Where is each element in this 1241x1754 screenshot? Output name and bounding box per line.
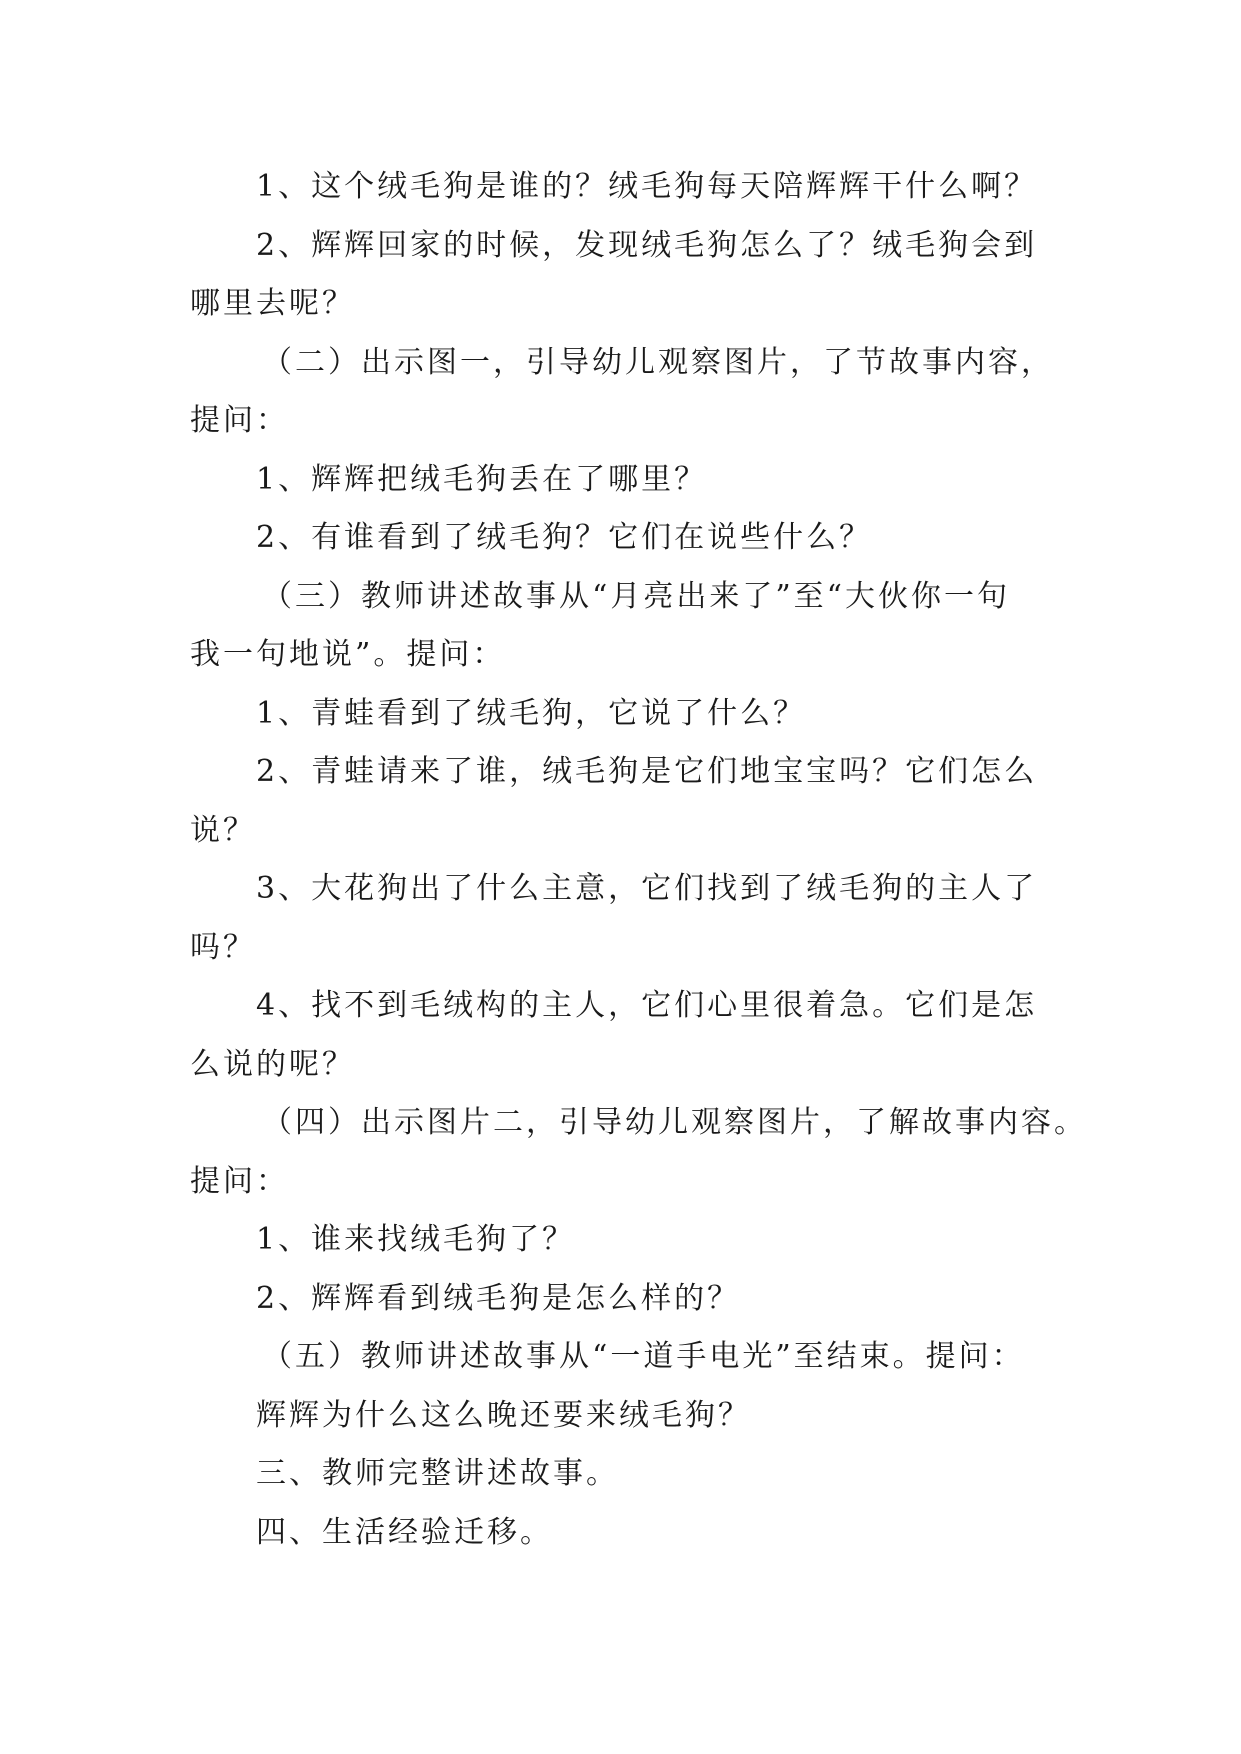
question-line: 2、辉辉看到绒毛狗是怎么样的？ bbox=[256, 1280, 741, 1316]
continuation-line: 提问： bbox=[190, 403, 289, 438]
continuation-line: 说？ bbox=[190, 812, 256, 848]
question-line: 1、青蛙看到了绒毛狗，它说了什么？ bbox=[256, 695, 807, 731]
continuation-line: 么说的呢？ bbox=[190, 1046, 355, 1082]
question-line: 2、青蛙请来了谁，绒毛狗是它们地宝宝吗？它们怎么 bbox=[256, 754, 1038, 789]
step-heading: 四、生活经验迁移。 bbox=[256, 1514, 553, 1550]
question-line: 3、大花狗出了什么主意，它们找到了绒毛狗的主人了 bbox=[256, 871, 1038, 906]
question-line: 2、有谁看到了绒毛狗？它们在说些什么？ bbox=[256, 520, 873, 555]
question-line: 2、辉辉回家的时候，发现绒毛狗怎么了？绒毛狗会到 bbox=[256, 227, 1038, 263]
continuation-line: 哪里去呢？ bbox=[190, 286, 355, 321]
step-heading: 三、教师完整讲述故事。 bbox=[256, 1456, 619, 1491]
section-heading: （四）出示图片二，引导幼儿观察图片，了解故事内容。 bbox=[262, 1105, 1087, 1140]
question-line: 1、辉辉把绒毛狗丢在了哪里？ bbox=[256, 461, 708, 497]
continuation-line: 提问： bbox=[190, 1163, 289, 1199]
question-line: 1、这个绒毛狗是谁的？绒毛狗每天陪辉辉干什么啊？ bbox=[256, 169, 1038, 204]
section-heading: （五）教师讲述故事从“一道手电光”至结束。提问： bbox=[262, 1339, 1025, 1374]
question-line: 辉辉为什么这么晚还要来绒毛狗？ bbox=[256, 1397, 751, 1433]
question-line: 1、谁来找绒毛狗了？ bbox=[256, 1222, 576, 1257]
section-heading: （二）出示图一，引导幼儿观察图片，了节故事内容， bbox=[262, 344, 1054, 380]
continuation-line: 吗？ bbox=[190, 929, 256, 965]
question-line: 4、找不到毛绒构的主人，它们心里很着急。它们是怎 bbox=[256, 988, 1038, 1023]
body-text bbox=[190, 158, 1087, 1562]
section-heading: （三）教师讲述故事从“月亮出来了”至“大伙你一句 bbox=[262, 578, 1011, 614]
continuation-line: 我一句地说”。提问： bbox=[190, 637, 506, 672]
